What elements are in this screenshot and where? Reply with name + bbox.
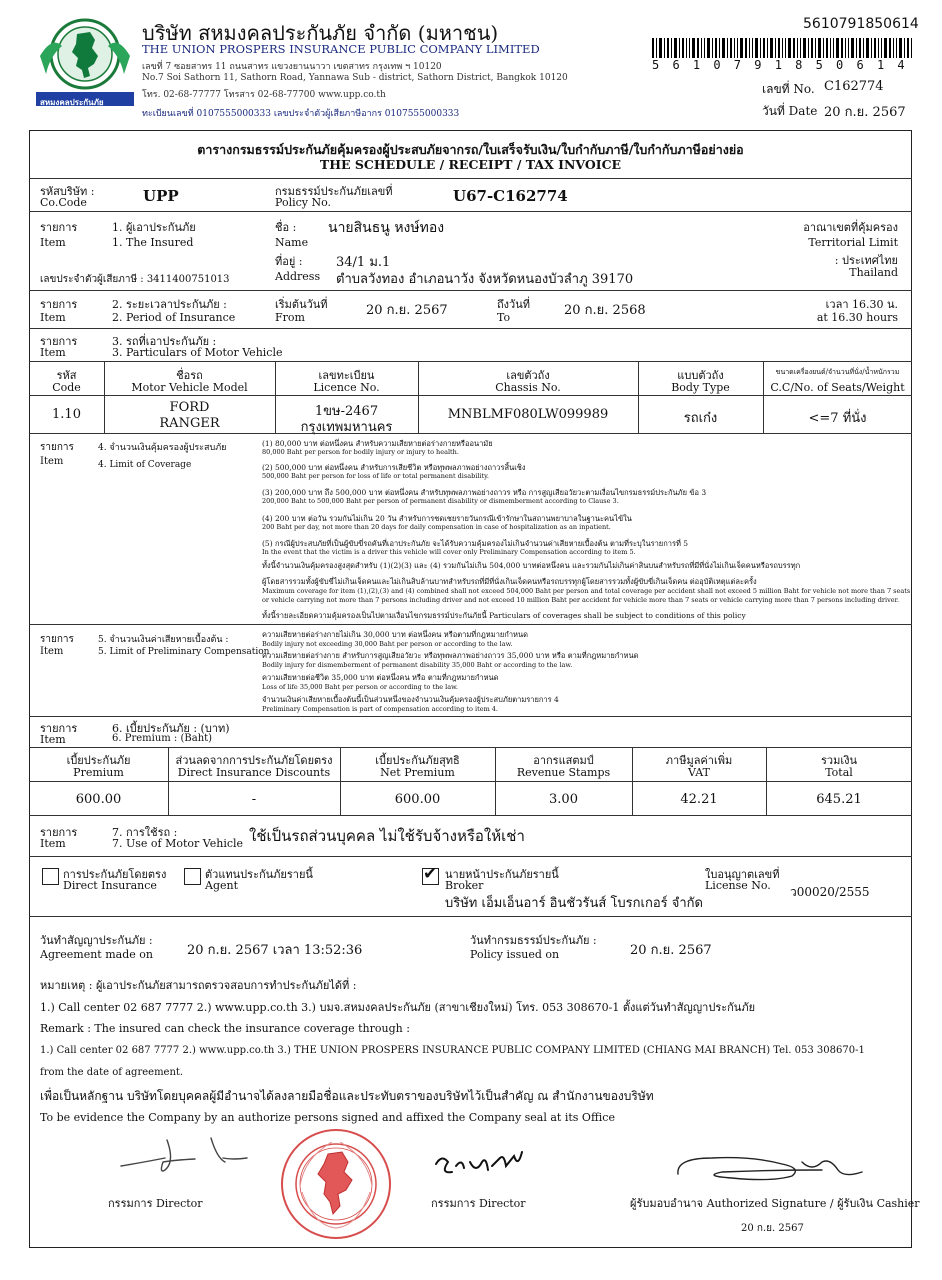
receipt-no-label: เลขที่ No.	[762, 82, 815, 96]
company-logo-icon	[32, 16, 138, 108]
coverage-line-1-th: (1) 80,000 บาท ต่อหนึ่งคน สำหรับความเสียหายต่อร่างกายหรืออนามัย	[262, 439, 493, 448]
divider	[29, 433, 912, 434]
preliminary-line-2-en: Bodily injury for dismemberment of permanent disability 35,000 Baht or according to the law.	[262, 661, 573, 669]
premium-col-premium-en: Premium	[73, 766, 124, 779]
use-label-en: 7. Use of Motor Vehicle	[112, 837, 244, 850]
vehicle-col-model-th: ชื่อรถ	[176, 369, 203, 382]
company-name-en: THE UNION PROSPERS INSURANCE PUBLIC COMPANY LIMITED	[142, 42, 540, 56]
insured-label-th: 1. ผู้เอาประกันภัย	[112, 221, 196, 234]
item-label-en: Item	[40, 236, 66, 249]
premium-col-discount-th: ส่วนลดจากการประกันภัยโดยตรง	[175, 754, 333, 767]
item-label-en: Item	[40, 733, 66, 746]
policy-no-label-en: Policy No.	[275, 196, 332, 209]
item-label-en: Item	[40, 837, 66, 850]
remark-line-en-2: from the date of agreement.	[40, 1067, 184, 1078]
divider	[29, 624, 912, 625]
address-label-th: ที่อยู่ :	[275, 255, 303, 268]
receipt-date-value: 20 ก.ย. 2567	[824, 105, 906, 120]
barcode-icon	[652, 38, 912, 58]
coverage-max-th-1: ทั้งนี้จำนวนเงินคุ้มครองสูงสุดสำหรับ (1)(2)(3) และ (4) รวมกันไม่เกิน 504,000 บาทต่อหนึ่งคน และรวมกันไม่เกินค่าสินบนสำหรับรถที่มีที่นั่งไม่เกินเจ็ดคนหรือรถบรรทุก	[262, 561, 801, 570]
premium-col-discount-en: Direct Insurance Discounts	[177, 766, 331, 779]
name-label-en: Name	[275, 236, 309, 249]
divider	[29, 328, 912, 329]
director-1-label: กรรมการ Director	[108, 1197, 203, 1210]
preliminary-line-3-en: Loss of life 35,000 Baht per person or according to the law.	[262, 683, 458, 691]
preliminary-line-1-en: Bodily injury not exceeding 30,000 Baht per person or according to the law.	[262, 640, 513, 648]
company-name-th: บริษัท สหมงคลประกันภัย จำกัด (มหาชน)	[142, 21, 499, 45]
cocode-value: UPP	[143, 187, 179, 205]
license-label-en: License No.	[705, 879, 771, 892]
coverage-line-2-en: 500,000 Baht per person for loss of life or total permanent disability.	[262, 472, 489, 480]
period-time-en: at 16.30 hours	[816, 311, 898, 324]
item-label-en: Item	[40, 346, 66, 359]
preliminary-line-4-en: Preliminary Compensation is part of compensation according to item 4.	[262, 705, 499, 713]
vehicle-model-make: FORD	[169, 400, 210, 415]
authorized-signature	[672, 1148, 872, 1184]
premium-col-vat-th: ภาษีมูลค่าเพิ่ม	[665, 754, 733, 767]
preliminary-line-1-th: ความเสียหายต่อร่างกายไม่เกิน 30,000 บาท ต่อหนึ่งคน หรือตามที่กฎหมายกำหนด	[262, 630, 528, 639]
receipt-no-value: C162774	[824, 79, 884, 94]
premium-col-stamps-en: Revenue Stamps	[516, 766, 611, 779]
vehicle-col-chassis-en: Chassis No.	[495, 381, 561, 394]
vehicle-col-model-en: Motor Vehicle Model	[131, 381, 248, 394]
preliminary-line-3-th: ความเสียหายต่อชีวิต 35,000 บาท ต่อหนึ่งคน หรือ ตามที่กฎหมายกำหนด	[262, 673, 499, 682]
premium-col-net-en: Net Premium	[380, 766, 455, 779]
name-label-th: ชื่อ :	[275, 221, 297, 234]
period-time-th: เวลา 16.30 น.	[825, 298, 898, 311]
insured-name: นายสินธนู หงษ์ทอง	[328, 220, 445, 236]
item-label-en: Item	[40, 311, 66, 324]
from-label-th: เริ่มต้นวันที่	[275, 298, 328, 311]
remark-head-th: หมายเหตุ : ผู้เอาประกันภัยสามารถตรวจสอบการทำประกันภัยได้ที่ :	[40, 979, 357, 992]
item-label-en: Item	[40, 456, 64, 467]
director-signature-1	[115, 1132, 255, 1182]
item-label-th: รายการ	[40, 634, 74, 645]
remark-line-th: 1.) Call center 02 687 7777 2.) www.upp.co.th 3.) บมจ.สหมงคลประกันภัย (สาขาเชียงใหม่) โทร. 053 308670-1 ตั้งแต่วันทำสัญญาประกันภัย	[40, 1001, 756, 1014]
divider	[29, 747, 912, 748]
premium-col-stamps-th: อากรแสตมป์	[533, 754, 594, 767]
item-label-th: รายการ	[40, 722, 78, 735]
company-tax-id: ทะเบียนเลขที่ 0107555000333 เลขประจำตัวผู้เสียภาษีอากร 0107555000333	[142, 109, 460, 119]
net-premium-value: 600.00	[394, 792, 441, 807]
direct-insurance-label-en: Direct Insurance	[63, 879, 157, 892]
address-line2: ตำบลวังทอง อำเภอนาวัง จังหวัดหนองบัวลำภู 39170	[336, 272, 634, 287]
item-label-th: รายการ	[40, 442, 74, 453]
director-signature-2	[430, 1144, 530, 1184]
policy-no-value: U67-C162774	[453, 187, 568, 205]
schedule-title-en: THE SCHEDULE / RECEIPT / TAX INVOICE	[319, 157, 622, 172]
vehicle-col-licence-en: Licence No.	[313, 381, 380, 394]
from-label-en: From	[275, 311, 305, 324]
divider	[29, 916, 912, 917]
coverage-note: ทั้งนี้รายละเอียดความคุ้มครองเป็นไปตามเงื่อนไขกรมธรรม์ประกันภัยนี้ Particulars of coverages shall be subject to conditions of this policy	[262, 611, 746, 620]
premium-value: 600.00	[75, 792, 122, 807]
agreement-label-en: Agreement made on	[40, 948, 153, 961]
logo-label: สหมงคลประกันภัย	[40, 98, 104, 107]
divider	[29, 290, 912, 291]
direct-insurance-label-th: การประกันภัยโดยตรง	[63, 868, 167, 881]
vehicle-col-body-en: Body Type	[671, 381, 730, 394]
revenue-stamps-value: 3.00	[549, 792, 578, 807]
agent-checkbox[interactable]	[184, 868, 201, 885]
period-label-en: 2. Period of Insurance	[112, 311, 236, 324]
vehicle-col-licence-th: เลขทะเบียน	[318, 369, 375, 382]
receipt-date-label: วันที่ Date	[762, 104, 818, 118]
coverage-max-th-2: ผู้โดยสารรวมทั้งผู้ขับขี่ไม่เกินเจ็ดคนและไม่เกินสิบล้านบาทสำหรับรถที่มีที่นั่งเกินเจ็ดคนหรือรถบรรทุกผู้โดยสารรวมทั้งผู้ขับขี่เกินเจ็ดคน ต่ออุบัติเหตุแต่ละครั้ง	[262, 577, 757, 586]
vehicle-use-value: ใช้เป็นรถส่วนบุคคล ไม่ใช้รับจ้างหรือให้เช่า	[249, 827, 525, 845]
coverage-line-3-th: (3) 200,000 บาท ถึง 500,000 บาท ต่อหนึ่งคน สำหรับทุพพลภาพอย่างถาวร หรือ การสูญเสียอวัยวะตามเงื่อนไขกรมธรรม์ประกันภัย ข้อ 3	[262, 488, 707, 497]
divider	[29, 815, 912, 816]
evidence-th: เพื่อเป็นหลักฐาน บริษัทโดยบุคคลผู้มีอำนาจได้ลงลายมือชื่อและประทับตราของบริษัทไว้เป็นสำคัญ ณ สำนักงานของบริษัท	[40, 1089, 654, 1103]
vehicle-col-chassis-th: เลขตัวถัง	[506, 369, 550, 382]
premium-col-vat-en: VAT	[688, 766, 710, 779]
item-label-th: รายการ	[40, 221, 78, 234]
to-label-en: To	[497, 311, 511, 324]
company-contact: โทร. 02-68-77777 โทรสาร 02-68-77700 www.upp.co.th	[142, 90, 386, 100]
evidence-en: To be evidence the Company by an authorize persons signed and affixed the Company seal at its Office	[40, 1111, 615, 1124]
coverage-line-5-th: (5) กรณีผู้ประสบภัยที่เป็นผู้ขับขี่รถคันที่เอาประกันภัย จะได้รับความคุ้มครองไม่เกินจำนวนค่าเสียหายเบื้องต้น ตามที่ระบุในรายการที่ 5	[262, 539, 689, 548]
preliminary-label-th: 5. จำนวนเงินค่าเสียหายเบื้องต้น :	[98, 635, 229, 645]
vat-value: 42.21	[680, 792, 718, 807]
broker-label-en: Broker	[445, 879, 484, 892]
coverage-line-2-th: (2) 500,000 บาท ต่อหนึ่งคน สำหรับการเสียชีวิต หรือทุพพลภาพอย่างถาวรสิ้นเชิง	[262, 463, 526, 472]
remark-head-en: Remark : The insured can check the insurance coverage through :	[40, 1022, 410, 1035]
broker-checkbox[interactable]	[422, 864, 439, 885]
coverage-line-4-th: (4) 200 บาท ต่อวัน รวมกันไม่เกิน 20 วัน สำหรับการชดเชยรายวันกรณีเข้ารักษาในสถานพยาบาลในฐานะคนไข้ใน	[262, 514, 632, 523]
discount-value: -	[251, 792, 257, 807]
divider	[29, 211, 912, 212]
vehicle-licence-no: 1ขษ-2467	[314, 404, 379, 419]
item-label-en: Item	[40, 646, 64, 657]
company-address-th: เลขที่ 7 ซอยสาทร 11 ถนนสาทร แขวงยานนาวา เขตสาทร กรุงเทพ ฯ 10120	[142, 62, 442, 72]
agent-label-th: ตัวแทนประกันภัยรายนี้	[205, 868, 313, 881]
coverage-max-en-2: or vehicle carrying not more than 7 persons including driver and not exceed 10 million Baht per accident for vehicle more than 7 seats or vehicle carrying more than 7 persons including driver.	[262, 596, 900, 604]
period-label-th: 2. ระยะเวลาประกันภัย :	[112, 298, 227, 311]
premium-col-premium-th: เบี้ยประกันภัย	[66, 754, 131, 767]
territory-label-en: Territorial Limit	[808, 236, 898, 249]
coverage-line-1-en: 80,000 Baht per person for bodily injury or injury to health.	[262, 448, 459, 456]
issued-date-value: 20 ก.ย. 2567	[630, 943, 712, 958]
address-label-en: Address	[275, 270, 321, 283]
premium-label-en: 6. Premium : (Baht)	[112, 733, 213, 744]
broker-label-th: นายหน้าประกันภัยรายนี้	[445, 868, 559, 881]
vehicle-col-code-th: รหัส	[56, 369, 77, 382]
divider	[29, 361, 912, 362]
direct-insurance-checkbox[interactable]	[42, 868, 59, 885]
insured-label-en: 1. The Insured	[112, 236, 194, 249]
divider	[29, 178, 912, 179]
territory-label-th: อาณาเขตที่คุ้มครอง	[803, 221, 898, 234]
vehicle-chassis-no: MNBLMF080LW099989	[447, 407, 609, 422]
coverage-label-en: 4. Limit of Coverage	[98, 460, 192, 470]
agent-label-en: Agent	[205, 879, 238, 892]
policy-no-label-th: กรมธรรม์ประกันภัยเลขที่	[275, 185, 393, 198]
checkmark-icon: ✔	[423, 864, 438, 884]
broker-name: บริษัท เอ็มเอ็นอาร์ อินชัวรันส์ โบรกเกอร์ จำกัด	[445, 896, 703, 911]
license-number: ว00020/2555	[790, 885, 870, 899]
vehicle-col-cc-th: ขนาดเครื่องยนต์/จำนวนที่นั่ง/น้ำหนักรวม	[775, 368, 900, 376]
address-line1: 34/1 ม.1	[336, 255, 391, 270]
issued-label-en: Policy issued on	[470, 948, 560, 961]
territory-value-th: : ประเทศไทย	[834, 254, 898, 267]
use-label-th: 7. การใช้รถ :	[112, 826, 178, 839]
schedule-title-th: ตารางกรมธรรม์ประกันภัยคุ้มครองผู้ประสบภัยจากรถ/ใบเสร็จรับเงิน/ใบกำกับภาษี/ใบกำกับภาษีอย่างย่อ	[197, 142, 744, 157]
premium-label-th: 6. เบี้ยประกันภัย : (บาท)	[112, 722, 230, 735]
authorized-signature-label: ผู้รับมอบอำนาจ Authorized Signature / ผู้รับเงิน Cashier	[630, 1197, 920, 1210]
period-to: 20 ก.ย. 2568	[564, 303, 646, 318]
cocode-label-th: รหัสบริษัท :	[40, 185, 95, 198]
remark-line-en: 1.) Call center 02 687 7777 2.) www.upp.co.th 3.) THE UNION PROSPERS INSURANCE PUBLIC COMPANY LIMITED (CHIANG MAI BRANCH) Tel. 053 308670-1	[40, 1045, 865, 1056]
vehicle-seats: <=7 ที่นั่ง	[808, 411, 867, 426]
preliminary-line-4-th: จำนวนเงินค่าเสียหายเบื้องต้นนี้เป็นส่วนหนึ่งของจำนวนเงินคุ้มครองผู้ประสบภัยตามรายการ 4	[262, 695, 559, 704]
territory-value-en: Thailand	[849, 266, 898, 279]
barcode-digits: 5 6 1 0 7 9 1 8 5 0 6 1 4	[652, 58, 908, 72]
preliminary-label-en: 5. Limit of Preliminary Compensation	[98, 647, 270, 657]
vehicle-col-body-th: แบบตัวถัง	[677, 369, 724, 382]
premium-col-total-en: Total	[825, 766, 853, 779]
vehicle-col-code-en: Code	[52, 381, 81, 394]
divider	[29, 716, 912, 717]
vehicle-model-name: RANGER	[159, 416, 220, 431]
premium-col-total-th: รวมเงิน	[821, 754, 857, 767]
cocode-label-en: Co.Code	[40, 196, 87, 209]
agreement-label-th: วันทำสัญญาประกันภัย :	[40, 934, 153, 947]
to-label-th: ถึงวันที่	[497, 298, 530, 311]
item-label-th: รายการ	[40, 298, 78, 311]
divider	[29, 395, 912, 396]
vehicle-code: 1.10	[52, 407, 81, 422]
coverage-label-th: 4. จำนวนเงินคุ้มครองผู้ประสบภัย	[98, 443, 227, 453]
coverage-max-en-1: Maximum coverage for item (1),(2),(3) and (4) combined shall not exceed 504,000 Baht per person and total coverage per accident shall not exceed 5 million Baht for vehicle not more than 7 seats	[262, 587, 911, 595]
director-2-label: กรรมการ Director	[431, 1197, 526, 1210]
agreement-date-value: 20 ก.ย. 2567 เวลา 13:52:36	[187, 943, 363, 958]
vehicle-col-cc-en: C.C/No. of Seats/Weight	[770, 381, 905, 394]
issued-label-th: วันทำกรมธรรม์ประกันภัย :	[470, 934, 597, 947]
preliminary-line-2-th: ความเสียหายต่อร่างกาย สำหรับการสูญเสียอวัยวะ หรือทุพพลภาพอย่างถาวร 35,000 บาท หรือ ตามที่กฎหมายกำหนด	[262, 651, 639, 660]
coverage-line-5-en: In the event that the victim is a driver this vehicle will cover only Preliminary Compensation according to item 5.	[262, 548, 636, 556]
license-label-th: ใบอนุญาตเลขที่	[705, 868, 780, 881]
premium-col-net-th: เบี้ยประกันภัยสุทธิ	[375, 754, 460, 767]
total-value: 645.21	[816, 792, 862, 807]
document-number: 5610791850614	[803, 16, 919, 32]
divider	[29, 781, 912, 782]
item-label-th: รายการ	[40, 826, 78, 839]
taxpayer-id: เลขประจำตัวผู้เสียภาษี : 3411400751013	[40, 274, 230, 285]
vehicle-label-en: 3. Particulars of Motor Vehicle	[112, 346, 283, 359]
company-seal-icon	[280, 1128, 392, 1240]
vehicle-body-type: รถเก๋ง	[683, 411, 718, 426]
signature-date: 20 ก.ย. 2567	[741, 1223, 804, 1234]
coverage-line-4-en: 200 Baht per day, not more than 20 days for daily compensation in case of hospitalization as an inpatient.	[262, 523, 611, 531]
period-from: 20 ก.ย. 2567	[366, 303, 448, 318]
item-label-th: รายการ	[40, 335, 78, 348]
vehicle-licence-province: กรุงเทพมหานคร	[300, 420, 393, 435]
company-address-en: No.7 Soi Sathorn 11, Sathorn Road, Yannawa Sub - district, Sathorn District, Bangkok 10120	[142, 73, 568, 83]
divider	[29, 856, 912, 857]
vehicle-label-th: 3. รถที่เอาประกันภัย :	[112, 335, 217, 348]
coverage-line-3-en: 200,000 Baht to 500,000 Baht per person of permanent disability or dismemberment according to Clause 3.	[262, 497, 619, 505]
